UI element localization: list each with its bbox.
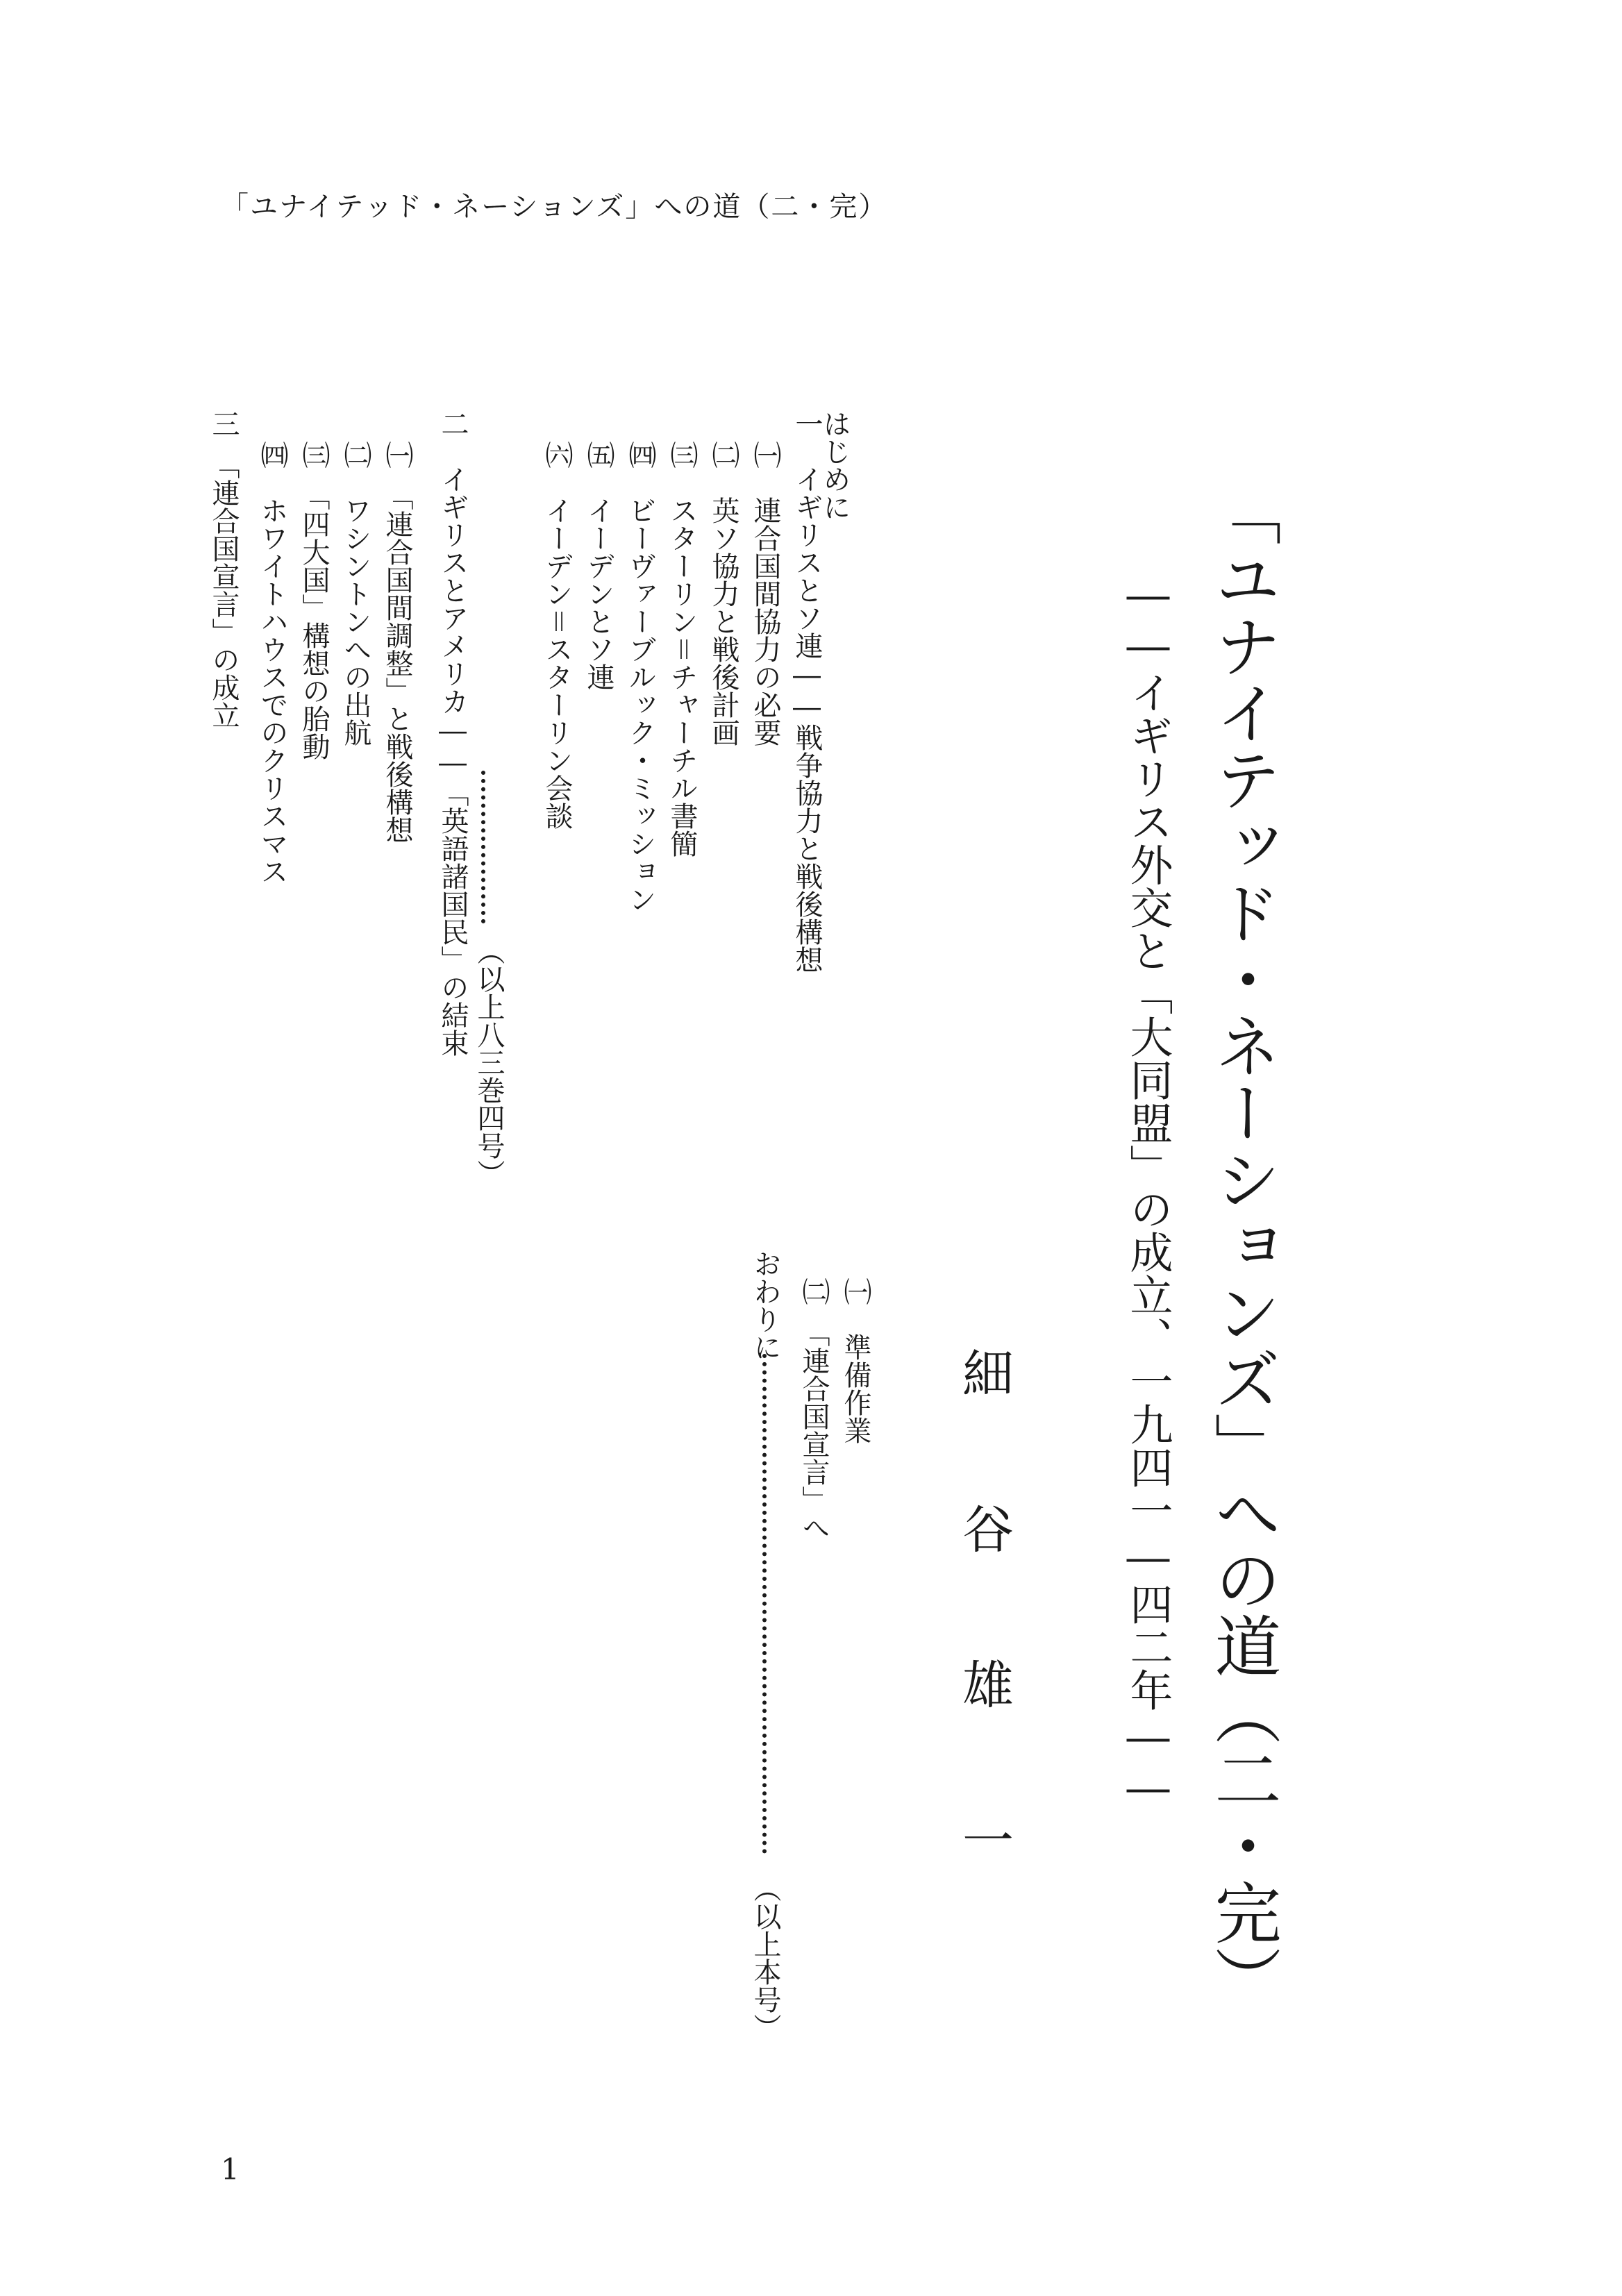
toc-section-1-4: ㈣ ビーヴァーブルック・ミッション	[624, 441, 656, 913]
toc-conclusion: おわりに	[749, 1250, 781, 1361]
toc-section-3-1: ㈠ 準備作業	[839, 1277, 871, 1444]
toc-section-2-4: ㈣ ホワイトハウスでのクリスマス	[256, 441, 288, 885]
toc-section-1-6: ㈥ イーデン＝スターリン会談	[541, 441, 573, 830]
page-number: 1	[221, 2152, 240, 2186]
toc-section-3: 三 「連合国宣言」の成立	[208, 410, 240, 729]
toc-section-2-3: ㈢ 「四大国」構想の胎動	[298, 441, 330, 760]
toc-section-1: 一 イギリスとソ連――戦争協力と戦後構想	[791, 410, 823, 973]
author-name: 細谷雄一	[954, 1347, 1014, 1969]
toc-volume-note-current: （以上本号）	[749, 1875, 781, 2041]
toc-volume-note-previous: （以上八三巻四号）	[473, 937, 505, 1187]
toc-leader-dots	[481, 771, 485, 923]
toc-section-3-2: ㈡ 「連合国宣言」へ	[798, 1277, 830, 1541]
toc-section-2-2: ㈡ ワシントンへの出航	[340, 441, 371, 746]
toc-intro: はじめに	[819, 410, 851, 521]
toc-section-2-1: ㈠ 「連合国間調整」と戦後構想	[381, 441, 413, 844]
toc-leader-dots-conclusion	[762, 1354, 767, 1854]
toc-section-1-5: ㈤ イーデンとソ連	[583, 441, 614, 691]
toc-section-2: 二 イギリスとアメリカ――「英語諸国民」の結束	[437, 410, 469, 1057]
article-subtitle: ――イギリス外交と「大同盟」の成立、一九四一―四二年――	[1123, 569, 1173, 1813]
toc-section-1-1: ㈠ 連合国間協力の必要	[749, 441, 781, 746]
article-title: 「ユナイテッド・ネーションズ」への道（二・完）	[1204, 479, 1282, 2012]
toc-section-1-2: ㈡ 英ソ協力と戦後計画	[708, 441, 739, 746]
toc-section-1-3: ㈢ スターリン＝チャーチル書簡	[666, 441, 698, 857]
running-head: 「ユナイテッド・ネーションズ」への道（二・完）	[221, 191, 888, 223]
